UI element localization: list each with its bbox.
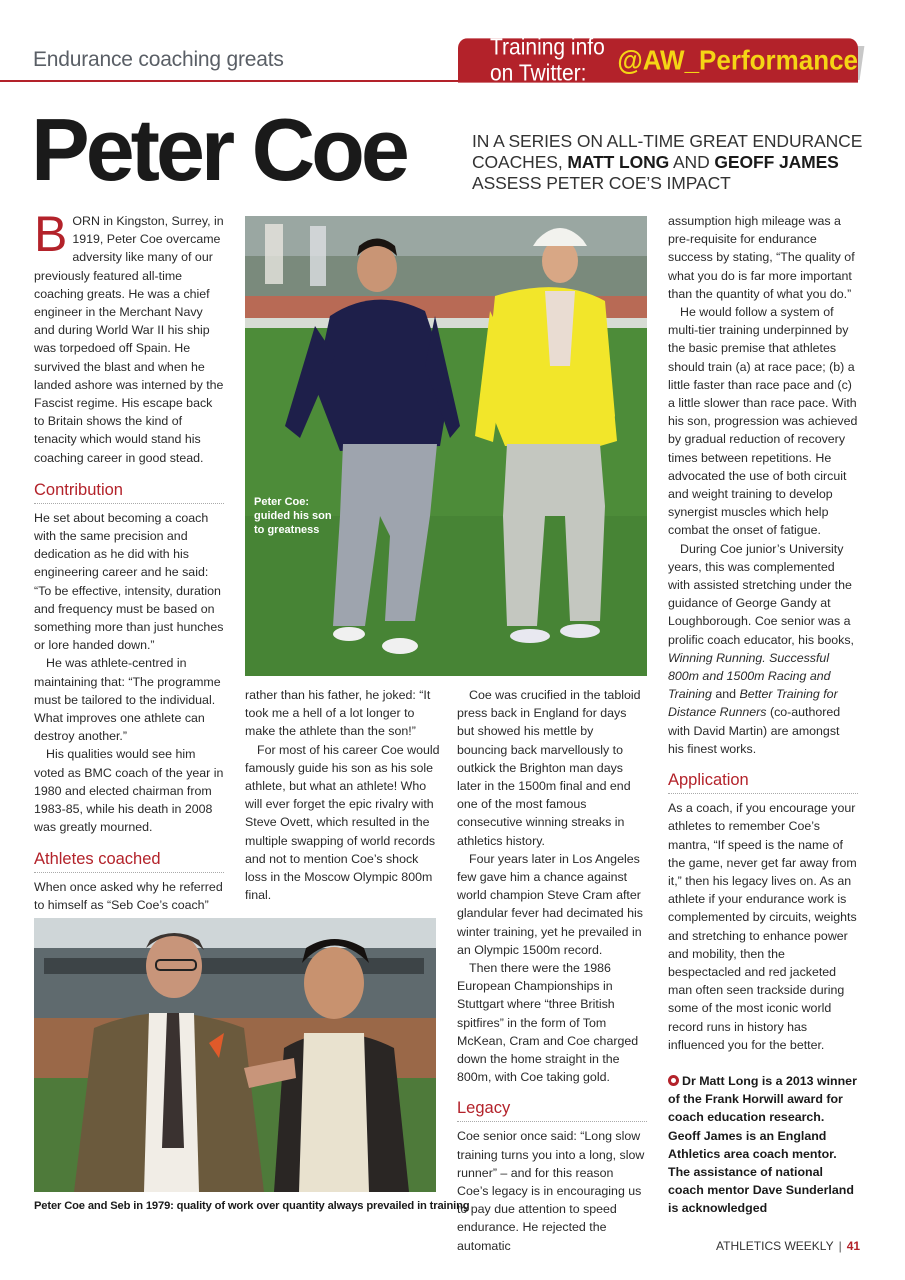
paragraph: During Coe junior’s University years, this was complemented with assisted stretching under the guidance of George Gandy at Loughborough. Coe senior was a prolific coach educator, his books, Winning Running. Successful 800m and 1500m Racing and Training and Better Training for Distance Runners (co-authored with David Martin) are amongst his finest works. [668, 541, 854, 756]
standfirst-and: AND [672, 152, 710, 172]
paragraph: For most of his career Coe would famously guide his son as his sole athlete, but what an athlete! Who will ever forget the epic rivalry with Steve Ovett, which resulted in the multiple swapping of world records and not to mention Coe’s shock loss in the Moscow Olympic 800m final. [245, 742, 440, 903]
twitter-handle[interactable]: @AW_Performance [617, 43, 858, 77]
paragraph: When once asked why he referred to himself as “Seb Coe’s coach” [34, 879, 223, 912]
page-number: 41 [846, 1239, 861, 1253]
book-title: Winning Running [668, 650, 763, 665]
standfirst-line-1: IN A SERIES ON ALL-TIME GREAT ENDURANCE [472, 131, 863, 151]
bullet-icon [668, 1075, 679, 1086]
paragraph: Then there were the 1986 European Championships in Stuttgart where “three British spitfires” in the form of Tom McKean, Cram and Coe charged down the home straight in the 800m, with Coe taking gold. [457, 961, 639, 1085]
photo-peter-and-seb-track [245, 216, 647, 676]
paragraph: He would follow a system of multi-tier training underpinned by the basic premise that athletes should train (a) at race pace; (b) a little faster than race pace and (c) a little slower than race pace. With his son, progression was achieved by gradual reduction of recovery times between repetitions. He advocated the use of both circuit and weight training to develop synergist muscles which help combat the onset of fatigue. [668, 305, 858, 538]
standfirst-line-3: ASSESS PETER COE’S IMPACT [472, 173, 731, 193]
author-bio-text: Dr Matt Long is a 2013 winner of the Frank Horwill award for coach education research. Geoff James is an England Athletics area coach mentor. The assistance of national coach mentor Dave Sunderland is acknowledged [668, 1073, 857, 1216]
standfirst-pre: COACHES, [472, 152, 563, 172]
paragraph: Coe senior once said: “Long slow training turns you into a long, slow runner” – and for this reason Coe’s legacy is in encouraging us to pay due attention to speed endurance. He rejected the automatic [457, 1129, 645, 1253]
section-label: Endurance coaching greats [33, 48, 284, 71]
paragraph: He set about becoming a coach with the same precision and dedication as he did with his engineering career and he said: “To be effective, intensity, duration and frequency must be based on something more than just hunches or lore handed down.” [34, 510, 224, 653]
paragraph-text: During Coe junior’s University years, this was complemented with assisted stretching under the guidance of George Gandy at Loughborough. Coe senior was a prolific coach educator, his books, [668, 541, 854, 647]
paragraph: Coe was crucified in the tabloid press back in England for days but showed his mettle by bouncing back marvellously to outkick the Brighton man days later in the 1500m final and end one of the most famous consecutive winning streaks in athletics history. [457, 688, 641, 848]
standfirst-line-2 [472, 152, 872, 173]
column-2 [245, 686, 440, 904]
intro-paragraph [34, 206, 224, 467]
article-title: Peter Coe [31, 100, 406, 199]
column-4 [668, 212, 858, 1218]
heading-application: Application [668, 770, 858, 794]
column-3 [457, 686, 647, 1255]
paragraph: rather than his father, he joked: “It took me a hell of a lot longer to make the athlete than the son!” [245, 688, 431, 739]
paragraph-text: and [715, 687, 736, 702]
photo1-caption: Peter Coe: guided his son to greatness [254, 496, 332, 536]
paragraph: His qualities would see him voted as BMC coach of the year in 1980 and elected chairman from 1983-85, while his death in 2008 was greatly mourned. [34, 747, 224, 835]
heading-legacy: Legacy [457, 1098, 647, 1122]
paragraph: As a coach, if you encourage your athletes to remember Coe’s mantra, “If speed is the name of the game, never get far away from it,” then his legacy lives on. As an athlete if your endurance work is complemented by circuits, weights and stretching to enhance power and mobility, then the bespectacled and red jacketed man often seen trackside during some of the most iconic world record runs in history has influenced you for the better. [668, 801, 857, 1052]
magazine-name: ATHLETICS WEEKLY [716, 1239, 834, 1253]
twitter-text: Training info on Twitter: [490, 34, 605, 86]
paragraph: He was athlete-centred in maintaining that: “The programme must be tailored to the individual. What improves one athlete can destroy another.” [34, 656, 221, 744]
standfirst [472, 131, 872, 194]
heading-contribution: Contribution [34, 480, 224, 504]
page-footer [716, 1239, 860, 1253]
paragraph: assumption high mileage was a pre-requisite for endurance success by stating, “The quality of what you do is far more important than the quantity of what you do.” [668, 214, 855, 301]
author-bio [668, 1072, 858, 1218]
book-title: Successful 800m and 1500m Racing and Training [668, 650, 831, 702]
paragraph: Four years later in Los Angeles few gave him a chance against world champion Steve Cram after glandular fever had decimated his winter training, yet he prevailed in an Olympic 1500m record. [457, 851, 643, 957]
photo2-caption: Peter Coe and Seb in 1979: quality of work over quantity always prevailed in training [34, 1200, 470, 1212]
drop-cap: B [34, 206, 68, 262]
intro-text: ORN in Kingston, Surrey, in 1919, Peter Coe overcame adversity like many of our previously featured all-time coaching greats. He was a chief engineer in the Merchant Navy and during World War II his ship was torpedoed off Spain. He survived the blast and when he landed ashore was interned by the Fascist regime. His escape back to Britain shows the kind of tenacity which would stand his coaching career in good stead. [34, 214, 224, 465]
column-1 [34, 206, 224, 914]
footer-separator: | [838, 1239, 842, 1253]
photo-peter-and-seb-1979 [34, 918, 436, 1192]
twitter-banner [458, 34, 858, 86]
heading-athletes-coached: Athletes coached [34, 849, 224, 873]
author-matt-long: MATT LONG [567, 152, 670, 172]
author-geoff-james: GEOFF JAMES [714, 152, 839, 172]
book-title: Better Training for Distance Runners [668, 687, 838, 720]
paragraph-text: (co-authored with David Martin) are amongst his finest works. [668, 705, 841, 756]
